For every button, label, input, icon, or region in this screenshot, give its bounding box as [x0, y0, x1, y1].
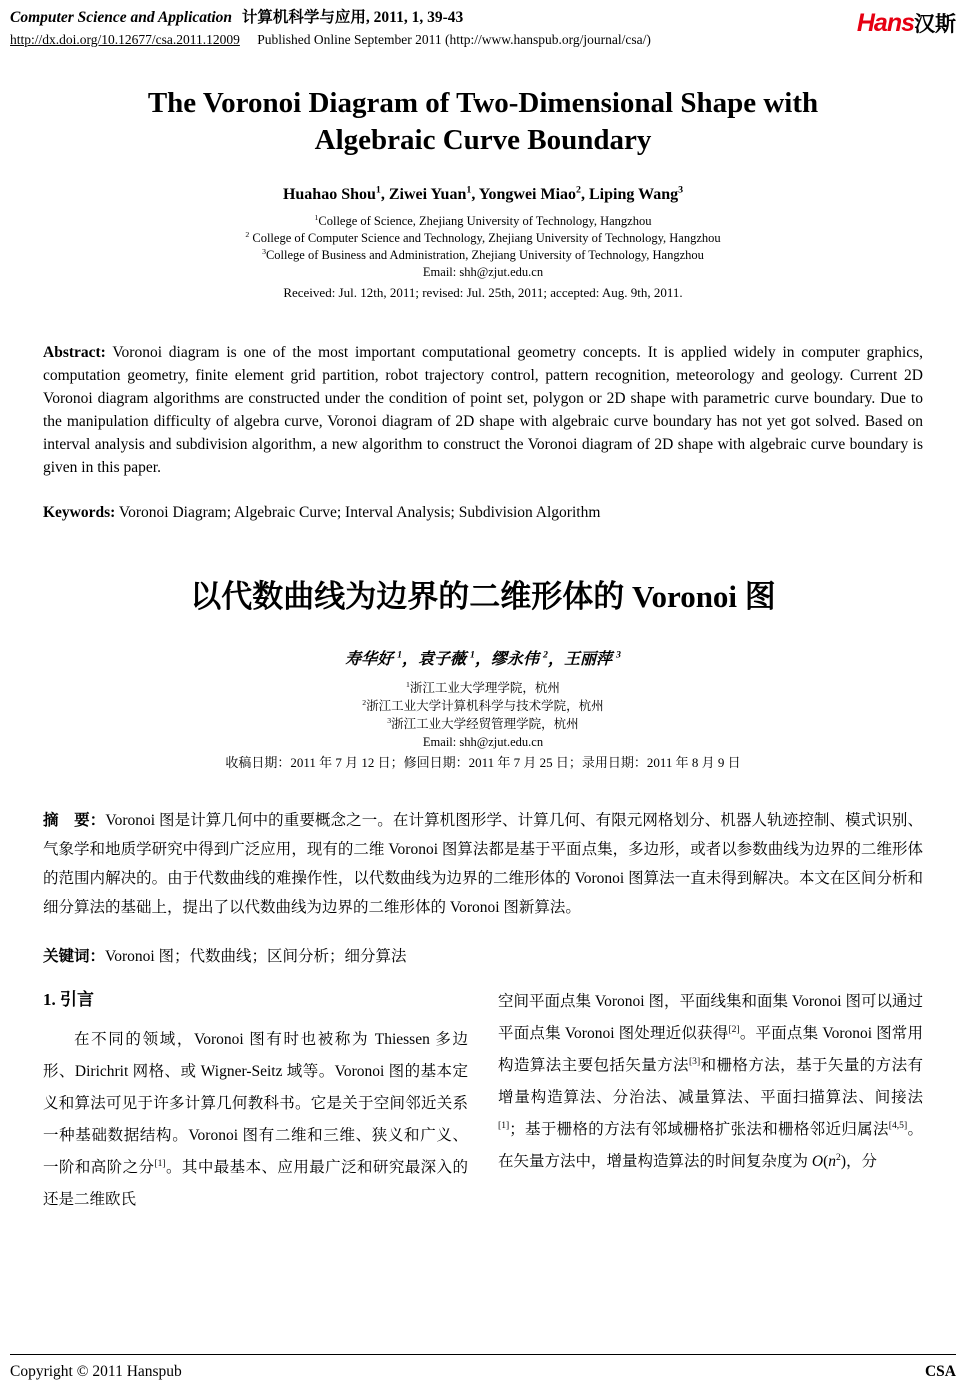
citation-ref: [4,5] — [888, 1119, 908, 1131]
journal-abbreviation: CSA — [924, 1363, 956, 1380]
copyright-text: Copyright © 2011 Hanspub — [10, 1363, 182, 1380]
paper-title-chinese: 以代数曲线为边界的二维形体的 Voronoi 图 — [190, 579, 776, 614]
doi-link[interactable]: http://dx.doi.org/10.12677/csa.2011.12009 — [10, 32, 240, 47]
body-text: ，分 — [845, 1153, 877, 1170]
doi-line — [10, 31, 651, 49]
section-introduction — [43, 986, 923, 1216]
received-dates-line: Received: Jul. 12th, 2011; revised: Jul. 25th, 2011; accepted: Aug. 9th, 2011. — [283, 285, 683, 300]
hans-logo-latin: Hans — [856, 9, 914, 37]
journal-title-english: Computer Science and Application — [10, 9, 233, 26]
affiliation-line — [10, 230, 956, 247]
math-n: n — [828, 1153, 837, 1170]
email-line-cn: Email: shh@zjut.edu.cn — [422, 735, 544, 749]
citation-ref: [2] — [728, 1023, 740, 1035]
affiliation-line-cn — [10, 679, 956, 697]
body-text: ；基于栅格的方法有邻域栅格扩张法和栅格邻近归属法 — [509, 1121, 889, 1138]
author-affil-sup: 2 — [576, 184, 581, 196]
affiliation-sup: 2 — [245, 229, 250, 239]
author-affil-sup: 1 — [397, 649, 403, 661]
left-column — [43, 986, 468, 1216]
affiliation-line — [10, 247, 956, 264]
intro-paragraph-left — [43, 1024, 468, 1216]
citation-ref: [3] — [688, 1055, 701, 1067]
affiliation-text-cn: 浙江工业大学经贸管理学院，杭州 — [391, 717, 579, 731]
author-affil-sup: 1 — [375, 184, 381, 196]
affiliation-sup: 1 — [406, 679, 410, 689]
affiliation-line — [10, 213, 956, 230]
author-affil-sup: 3 — [615, 649, 621, 661]
affiliation-line-cn — [10, 697, 956, 715]
affiliation-text: College of Business and Administration, Zhejiang University of Technology, Hangzhou — [265, 248, 704, 262]
author-name-cn: ，王丽萍 — [547, 651, 616, 668]
paren-open: ( — [823, 1153, 829, 1170]
math-O: O — [811, 1153, 824, 1170]
author-list-chinese — [10, 649, 956, 671]
author-affil-sup: 3 — [678, 184, 684, 196]
keywords-body: Voronoi Diagram; Algebraic Curve; Interval Analysis; Subdivision Algorithm — [115, 504, 601, 521]
math-exponent: 2 — [836, 1151, 841, 1163]
received-dates-line-cn: 收稿日期：2011 年 7 月 12 日；修回日期：2011 年 7 月 25 日；录用日期：2011 年 8 月 9 日 — [225, 755, 741, 770]
right-column — [498, 986, 923, 1216]
paper-title-line2: Algebraic Curve Boundary — [314, 124, 652, 156]
abstract-english — [43, 341, 923, 479]
hans-logo-chinese: 汉斯 — [914, 13, 956, 36]
keywords-label-cn: 关键词： — [43, 948, 106, 965]
author-affil-sup: 1 — [466, 184, 472, 196]
intro-paragraph-right — [498, 986, 923, 1178]
affiliation-sup: 1 — [314, 212, 319, 222]
affiliation-sup: 2 — [362, 697, 367, 707]
author-name: , Ziwei Yuan — [380, 186, 467, 203]
page-header — [10, 8, 956, 49]
abstract-body-cn: Voronoi 图是计算几何中的重要概念之一。在计算机图形学、计算几何、有限元网格划分、机器人轨迹控制、模式识别、气象学和地质学研究中得到广泛应用，现有的二维 Voronoi 图算法都是基于平面点集，多边形，或者以参数曲线为边界的二维形体的范围内解决的。由于代数曲线的难操作性，以代数曲线为边界的二维形体的 Voronoi 图算法一直未得到解决。本文在区间分析和细分算法的基础上，提出了以代数曲线为边界的二维形体的 Voronoi 图新算法。 — [43, 812, 923, 916]
author-name-cn: 寿华好 — [345, 651, 398, 668]
affiliation-text-cn: 浙江工业大学计算机科学与技术学院，杭州 — [366, 699, 604, 713]
section-heading: 1. 引言 — [43, 990, 94, 1009]
body-text: 空间平面点集 Voronoi 图，平面线集和面集 Voronoi 图可以通过平面点集 Voronoi 图处理近似获得 — [498, 993, 923, 1042]
body-text: 在不同的领域，Voronoi 图有时也被称为 Thiessen 多边形、Dirichrit 网格、或 Wigner-Seitz 域等。Voronoi 图的基本定义和算法可见于许多计算几何教科书。它是关于空间邻近关系一种基础数据结构。Voronoi 图有二维和三维、狭义和广义、一阶和高阶之分 — [43, 1031, 468, 1176]
published-online-text: Published Online September 2011 (http://www.hanspub.org/journal/csa/) — [257, 32, 651, 47]
paren-close: ) — [840, 1153, 846, 1170]
paper-title-line1: The Voronoi Diagram of Two-Dimensional Shape with — [147, 87, 819, 119]
citation-ref: [1] — [154, 1157, 166, 1169]
author-name: , Liping Wang — [581, 186, 679, 203]
citation-ref: [1] — [498, 1119, 510, 1131]
page-footer — [10, 1354, 956, 1381]
affiliation-sup: 3 — [262, 246, 266, 256]
body-text: 和栅格方法，基于矢量的方法有增量构造算法、分治法、减量算法、平面扫描算法、间接法 — [498, 1057, 923, 1106]
author-name: , Yongwei Miao — [471, 186, 577, 203]
author-name-cn: ，袁子薇 — [402, 651, 471, 668]
affiliations-block-chinese — [10, 679, 956, 772]
affiliation-text-cn: 浙江工业大学理学院，杭州 — [409, 681, 560, 695]
abstract-chinese — [43, 806, 923, 922]
affiliations-block — [10, 213, 956, 301]
journal-title-line — [10, 8, 651, 28]
abstract-body: Voronoi diagram is one of the most important computational geometry concepts. It is applied widely in computer graphics, computation geometry, finite element grid partition, robot trajectory control, pattern recognition, meteorology and geology. Current 2D Voronoi diagram algorithms are constructed under the condition of point set, polygon or 2D shape with parametric curve boundary. Due to the manipulation difficulty of algebra curve, Voronoi diagram of 2D shape with algebraic curve boundary has not yet got solved. Based on interval analysis and subdivision algorithm, a new algorithm to construct the Voronoi diagram of 2D shape with algebraic curve boundary is given in this paper. — [43, 344, 923, 476]
affiliation-text: College of Science, Zhejiang University of Technology, Hangzhou — [318, 214, 652, 228]
keywords-english — [43, 503, 923, 523]
author-name-cn: ，缪永伟 — [475, 651, 544, 668]
affiliation-line-cn — [10, 715, 956, 733]
big-o-complexity-formula — [812, 1153, 846, 1170]
abstract-label: Abstract: — [43, 344, 106, 361]
abstract-label-cn: 摘 要： — [43, 812, 106, 829]
affiliation-text: College of Computer Science and Technology, Zhejiang University of Technology, Hangzhou — [249, 231, 721, 245]
journal-title-chinese: 计算机科学与应用, 2011, 1, 39-43 — [241, 9, 464, 26]
body-text: 。平面点集 Voronoi 图常用构造算法主要包括矢量方法 — [498, 1025, 923, 1074]
author-affil-sup: 2 — [543, 649, 548, 661]
header-journal-info — [10, 8, 651, 49]
affiliation-sup: 3 — [387, 715, 392, 725]
keywords-chinese — [43, 946, 923, 968]
author-list — [10, 185, 956, 205]
paper-title — [10, 85, 956, 159]
body-text: 。在矢量方法中，增量构造算法的时间复杂度为 — [498, 1121, 923, 1170]
keywords-body-cn: Voronoi 图；代数曲线；区间分析；细分算法 — [105, 948, 407, 965]
body-text: 。其中最基本、应用最广泛和研究最深入的还是二维欧氏 — [43, 1159, 468, 1208]
email-line: Email: shh@zjut.edu.cn — [422, 265, 544, 279]
hans-logo — [857, 8, 956, 38]
keywords-label: Keywords: — [43, 504, 116, 521]
author-name: Huahao Shou — [282, 186, 376, 203]
author-affil-sup: 1 — [470, 649, 475, 661]
